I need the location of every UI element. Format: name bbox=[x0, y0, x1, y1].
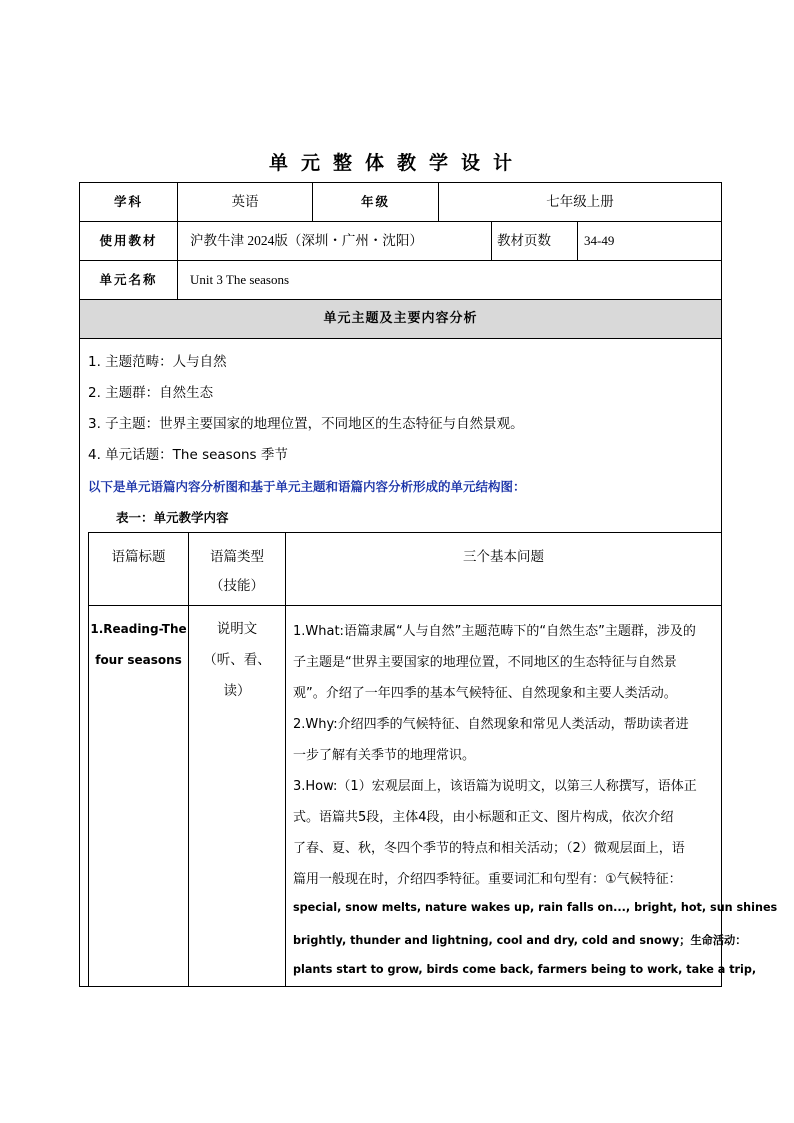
table1-caption: 表一：单元教学内容 bbox=[116, 510, 229, 525]
intro-text: 以下是单元语篇内容分析图和基于单元主题和语篇内容分析形成的单元结构图： bbox=[88, 479, 526, 494]
text-title: 1.Reading-The bbox=[90, 622, 187, 636]
theme-item: 2. 主题群：自然生态 bbox=[88, 385, 214, 401]
border bbox=[79, 338, 722, 339]
textbook-label: 使用教材 bbox=[99, 233, 158, 248]
border bbox=[79, 182, 722, 183]
document-title: 单元整体教学设计 bbox=[268, 152, 525, 174]
pages-label: 教材页数 bbox=[497, 233, 551, 249]
text-type: 读） bbox=[223, 683, 251, 699]
border bbox=[721, 182, 722, 987]
text-title: four seasons bbox=[95, 653, 182, 667]
text-type: 说明文 bbox=[216, 621, 258, 637]
analysis-line: brightly, thunder and lightning, cool and dry, cold and snowy；生命活动： bbox=[293, 934, 747, 947]
subject-value: 英语 bbox=[231, 194, 259, 210]
analysis-line: plants start to grow, birds come back, farmers being to work, take a trip, bbox=[293, 963, 757, 976]
unit-value: Unit 3 The seasons bbox=[190, 272, 290, 287]
border bbox=[577, 221, 578, 260]
analysis-line: special, snow melts, nature wakes up, rain falls on..., bright, hot, sun shines bbox=[293, 901, 778, 914]
header-questions: 三个基本问题 bbox=[463, 549, 544, 565]
border bbox=[79, 221, 722, 222]
header-type-skill: （技能） bbox=[210, 578, 264, 594]
analysis-line: 了春、夏、秋，冬四个季节的特点和相关活动；（2）微观层面上，语 bbox=[293, 841, 685, 856]
pages-value: 34-49 bbox=[584, 233, 615, 248]
section-header: 单元主题及主要内容分析 bbox=[323, 311, 478, 326]
analysis-line: 一步了解有关季节的地理常识。 bbox=[293, 748, 476, 763]
theme-item: 3. 子主题：世界主要国家的地理位置，不同地区的生态特征与自然景观。 bbox=[88, 416, 524, 432]
text-type: （听、看、 bbox=[203, 652, 271, 668]
header-title: 语篇标题 bbox=[111, 549, 166, 565]
analysis-line: 2.Why:介绍四季的气候特征、自然现象和常见人类活动，帮助读者进 bbox=[293, 717, 689, 732]
border bbox=[88, 532, 721, 533]
analysis-line: 观”。介绍了一年四季的基本气候特征、自然现象和主要人类活动。 bbox=[293, 686, 677, 701]
grade-label: 年级 bbox=[360, 194, 390, 209]
analysis-line: 3.How:（1）宏观层面上，该语篇为说明文，以第三人称撰写，语体正 bbox=[293, 779, 697, 794]
header-type: 语篇类型 bbox=[210, 549, 264, 565]
border bbox=[188, 532, 189, 986]
border bbox=[491, 221, 492, 260]
border bbox=[285, 532, 286, 986]
analysis-line: 篇用一般现在时，介绍四季特征。重要词汇和句型有：①气候特征： bbox=[293, 872, 682, 887]
analysis-line: 式。语篇共5段，主体4段，由小标题和正文、图片构成，依次介绍 bbox=[293, 810, 674, 825]
analysis-line: 1.What:语篇隶属“人与自然”主题范畴下的“自然生态”主题群，涉及的 bbox=[293, 624, 696, 639]
border bbox=[79, 986, 722, 987]
theme-item: 4. 单元话题：The seasons 季节 bbox=[88, 447, 288, 463]
grade-value: 七年级上册 bbox=[546, 194, 614, 210]
unit-label: 单元名称 bbox=[99, 272, 158, 287]
analysis-line: 子主题是“世界主要国家的地理位置，不同地区的生态特征与自然景 bbox=[293, 655, 677, 670]
subject-label: 学科 bbox=[113, 194, 143, 209]
theme-item: 1. 主题范畴：人与自然 bbox=[88, 354, 227, 370]
border bbox=[88, 605, 721, 606]
border bbox=[88, 532, 89, 986]
textbook-value: 沪教牛津 2024版（深圳・广州・沈阳） bbox=[190, 233, 423, 248]
border bbox=[79, 260, 722, 261]
